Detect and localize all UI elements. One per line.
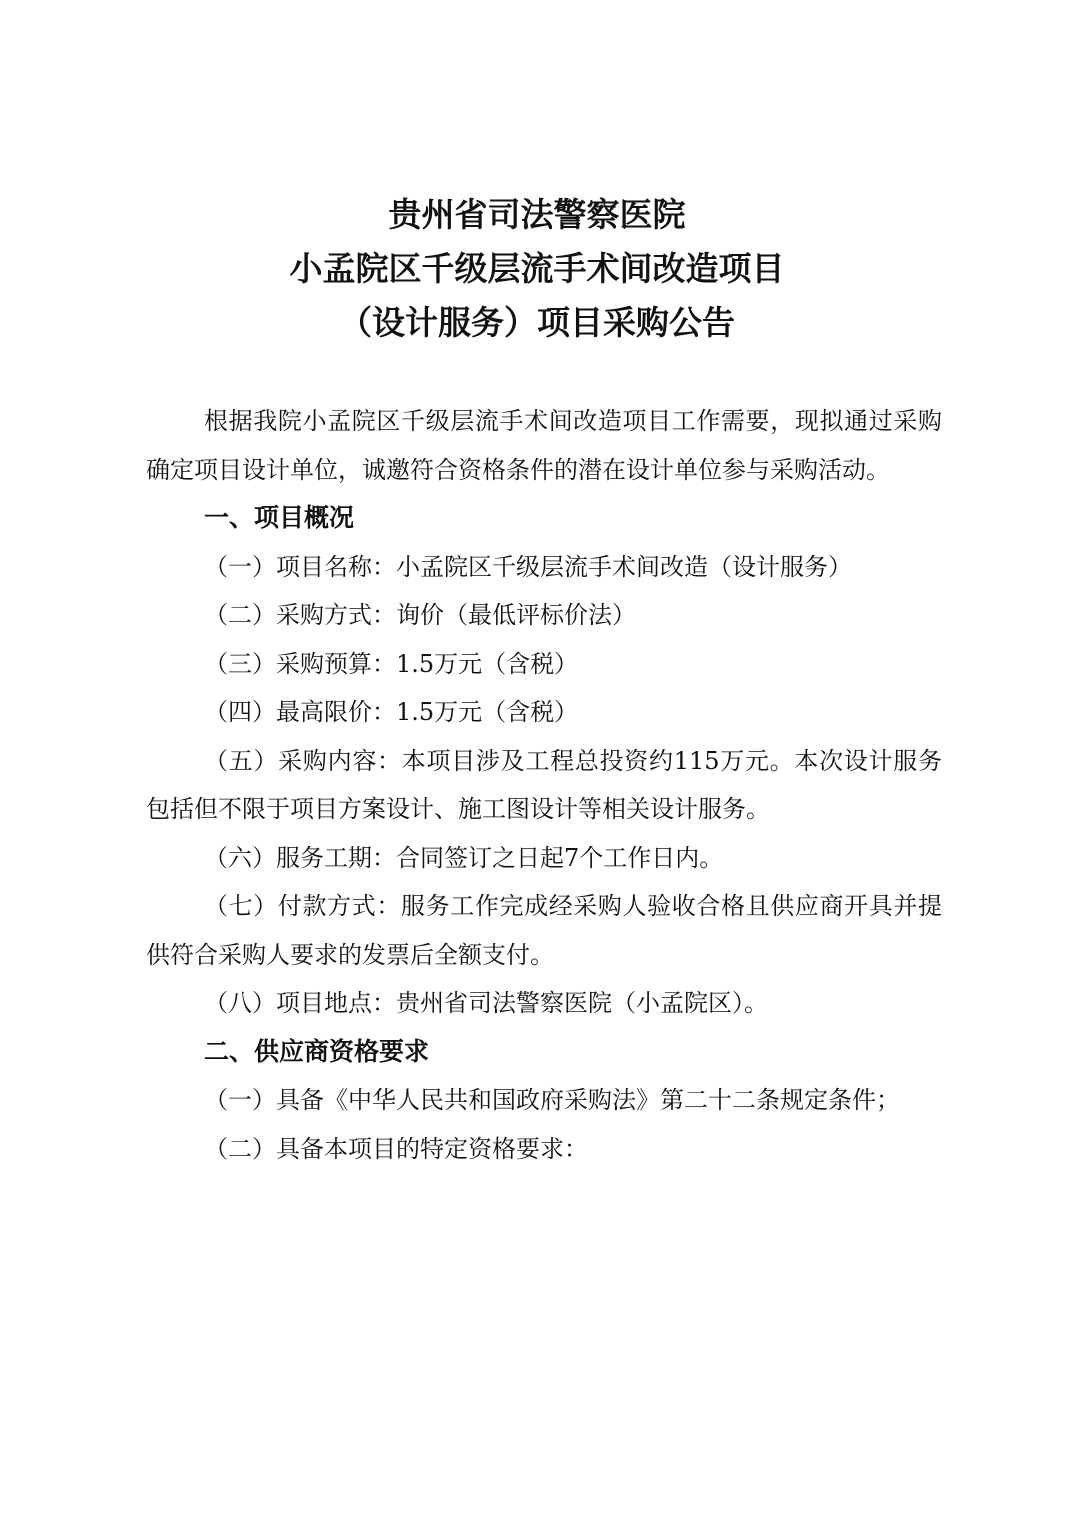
qualification-item-law: （一）具备《中华人民共和国政府采购法》第二十二条规定条件； xyxy=(204,1086,900,1114)
document-body xyxy=(146,397,942,1173)
overview-item-duration: （六）服务工期：合同签订之日起7个工作日内。 xyxy=(204,843,724,872)
overview-item-location: （八）项目地点：贵州省司法警察医院（小孟院区）。 xyxy=(204,989,768,1017)
title-line-1: 贵州省司法警察医院 xyxy=(388,195,686,234)
intro-paragraph: 根据我院小孟院区千级层流手术间改造项目工作需要，现拟通过采购确定项目设计单位，诚邀符合资格条件的潜在设计单位参与采购活动。 xyxy=(146,407,942,484)
overview-item-name: （一）项目名称：小孟院区千级层流手术间改造（设计服务） xyxy=(204,552,852,581)
overview-item-payment: （七）付款方式：服务工作完成经采购人验收合格且供应商开具并提供符合采购人要求的发票后全额支付。 xyxy=(146,892,942,969)
overview-item-budget: （三）采购预算：1.5万元（含税） xyxy=(204,649,579,678)
title-line-2: 小孟院区千级层流手术间改造项目 xyxy=(289,249,785,288)
overview-item-method: （二）采购方式：询价（最低评标价法） xyxy=(204,601,636,629)
section-heading-qualification: 二、供应商资格要求 xyxy=(204,1036,430,1066)
title-line-3: （设计服务）项目采购公告 xyxy=(339,303,735,342)
document-title xyxy=(0,188,1074,350)
overview-item-content: （五）采购内容：本项目涉及工程总投资约115万元。本次设计服务包括但不限于项目方案设计、施工图设计等相关设计服务。 xyxy=(146,746,942,823)
qualification-item-specific: （二）具备本项目的特定资格要求： xyxy=(204,1134,588,1163)
section-heading-overview: 一、项目概况 xyxy=(204,503,355,532)
overview-item-max-price: （四）最高限价：1.5万元（含税） xyxy=(204,698,579,726)
